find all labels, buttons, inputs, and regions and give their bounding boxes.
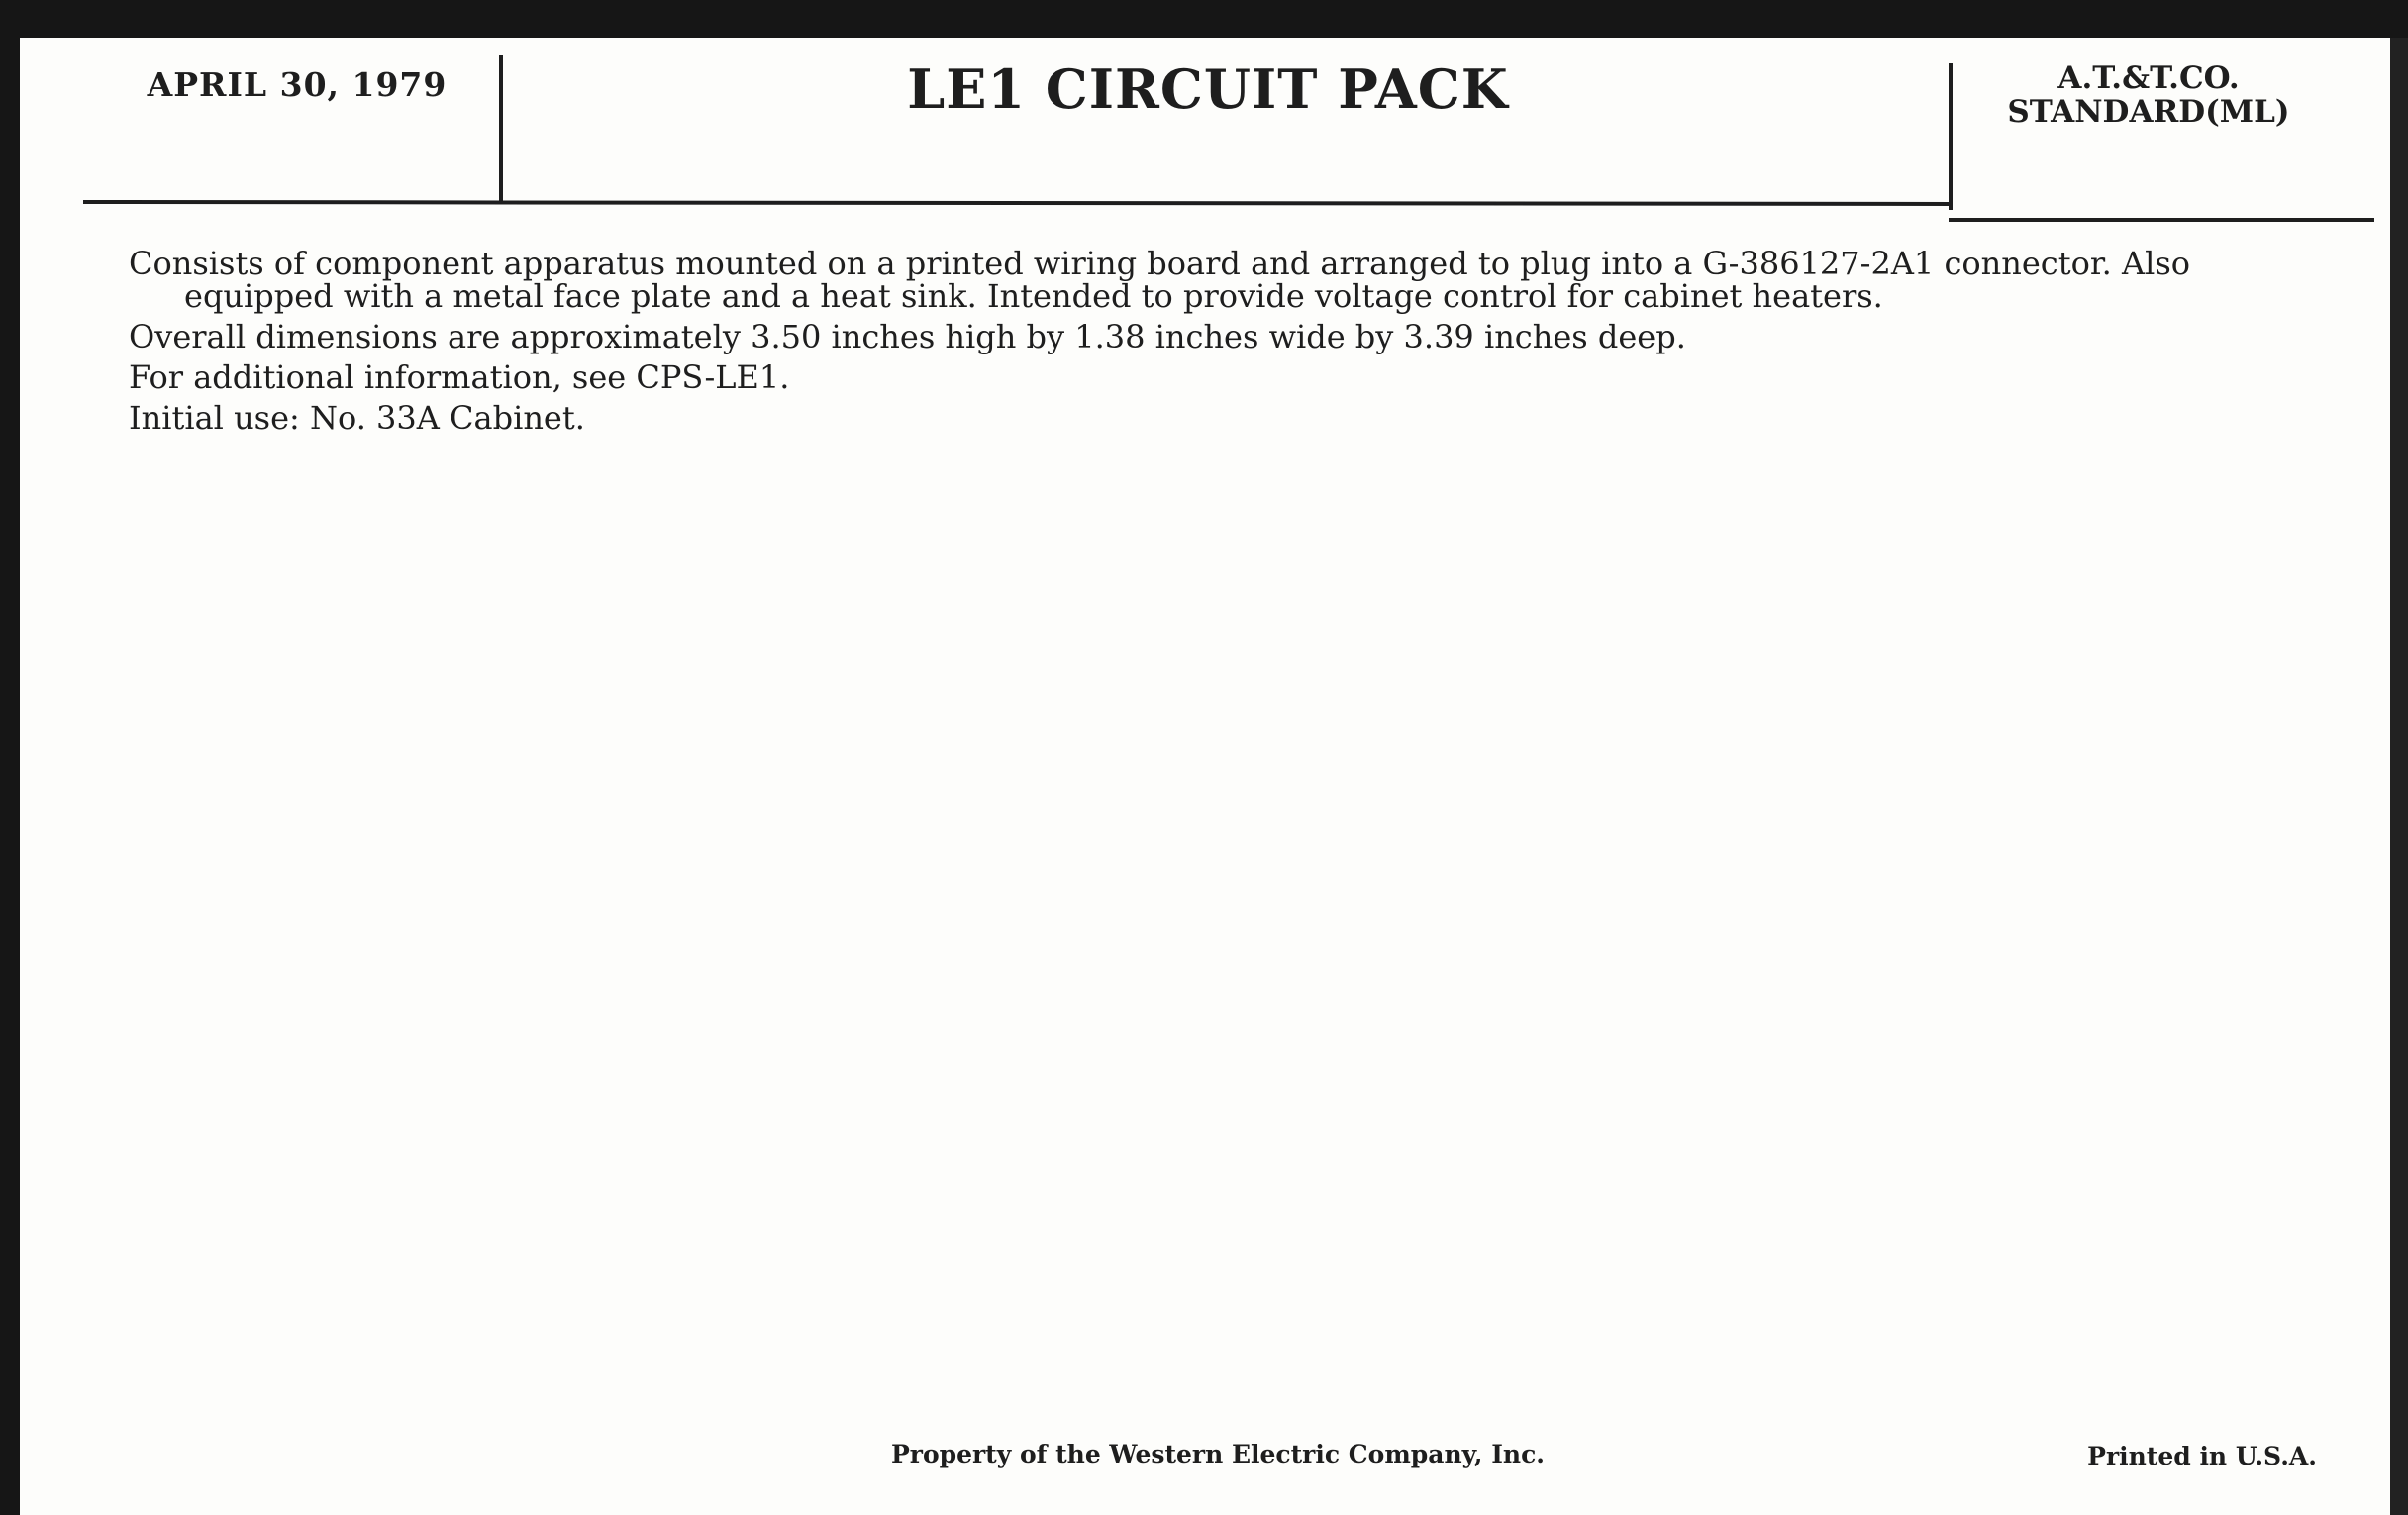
footer-printed: Printed in U.S.A. [2087, 1442, 2317, 1470]
standard-label [1951, 61, 2347, 129]
paragraph-reference: For additional information, see CPS-LE1. [129, 358, 790, 396]
paragraph-dimensions: Overall dimensions are approximately 3.50 inches high by 1.38 inches wide by 3.39 inches deep. [129, 318, 1686, 355]
standard-line-2: STANDARD(ML) [2007, 94, 2290, 130]
paragraph-description: Consists of component apparatus mounted on a printed wiring board and arranged to plug into a G-386127-2A1 connector. Also equipped with a metal face plate and a heat sink. Intended to provide voltage control for cabinet heaters. [129, 245, 2190, 315]
page-title: LE1 CIRCUIT PACK [907, 57, 1509, 121]
header-date: APRIL 30, 1979 [147, 65, 448, 104]
scan-edge [2390, 38, 2408, 1515]
document-body [129, 245, 2337, 443]
footer-property: Property of the Western Electric Company, Inc. [890, 1440, 1545, 1468]
paragraph-initial-use: Initial use: No. 33A Cabinet. [129, 399, 585, 437]
header-rule-right [1949, 218, 2374, 222]
standard-line-1: A.T.&T.CO. [2057, 60, 2240, 96]
